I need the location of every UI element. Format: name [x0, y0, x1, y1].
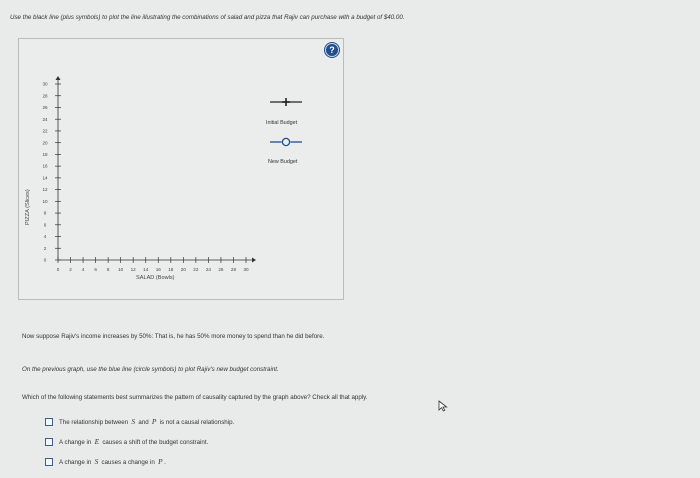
y-tick-label: 24: [42, 116, 48, 122]
x-tick-label: 12: [130, 267, 136, 272]
y-tick-label: 8: [43, 210, 47, 216]
y-tick-label: 6: [43, 222, 47, 228]
y-tick-label: 0: [43, 257, 47, 263]
new-budget-label: New Budget: [268, 159, 298, 165]
option-e-shift[interactable]: [45, 437, 208, 446]
new-budget-tool[interactable]: [269, 137, 303, 147]
circle-line-icon: [282, 138, 289, 145]
income-increase-text: Now suppose Rajiv's income increases by 50%: That is, he has 50% more money to spend than he did before.: [22, 333, 325, 340]
x-tick-label: 8: [106, 267, 110, 272]
x-tick-label: 14: [143, 267, 149, 272]
option-text: A change in S causes a change in P .: [59, 457, 166, 466]
initial-budget-label: Initial Budget: [266, 120, 298, 126]
y-tick-label: 18: [42, 152, 48, 157]
x-tick-label: 16: [155, 267, 161, 272]
x-tick-label: 0: [56, 267, 60, 272]
y-tick-label: 12: [42, 187, 48, 193]
option-checkbox[interactable]: [45, 438, 53, 446]
y-tick-label: 28: [42, 93, 48, 99]
x-tick-label: 2: [69, 267, 72, 272]
y-axis-label: PIZZA (Slices): [25, 189, 31, 225]
graph-plot-area[interactable]: [19, 39, 345, 301]
mouse-cursor-icon: [438, 400, 448, 412]
x-tick-label: 26: [218, 267, 224, 272]
option-not-causal[interactable]: [45, 417, 234, 426]
x-tick-label: 10: [118, 267, 124, 272]
y-tick-label: 14: [42, 175, 48, 181]
x-tick-label: 6: [94, 267, 97, 272]
option-s-causes-p[interactable]: [45, 457, 166, 466]
new-constraint-instruction: On the previous graph, use the blue line (circle symbols) to plot Rajiv's new budget constraint.: [22, 366, 279, 373]
x-tick-label: 4: [81, 267, 85, 272]
y-tick-label: 22: [42, 128, 48, 134]
option-text: The relationship between S and P is not a causal relationship.: [59, 417, 235, 426]
x-tick-label: 20: [180, 267, 186, 272]
x-axis-label: SALAD (Bowls): [136, 275, 175, 281]
graph-panel: [18, 38, 344, 300]
help-icon[interactable]: ?: [325, 43, 339, 57]
y-tick-label: 4: [43, 234, 47, 240]
option-text: A change in E causes a shift of the budget constraint.: [59, 437, 209, 446]
y-tick-label: 16: [42, 163, 48, 169]
y-tick-label: 2: [43, 245, 47, 251]
option-checkbox[interactable]: [45, 418, 53, 426]
option-checkbox[interactable]: [45, 458, 53, 466]
initial-budget-tool[interactable]: [269, 97, 303, 107]
x-tick-label: 18: [168, 267, 174, 272]
y-tick-label: 30: [42, 81, 48, 87]
x-tick-label: 28: [230, 267, 237, 272]
instructions-plot-line: Use the black line (plus symbols) to plot the line illustrating the combinations of salad and pizza that Rajiv can purchase with a budget of $40.00.: [10, 14, 405, 21]
y-tick-label: 26: [42, 105, 48, 111]
x-tick-label: 30: [243, 267, 249, 272]
x-tick-label: 24: [205, 267, 211, 272]
x-tick-label: 22: [193, 267, 199, 272]
y-axis-arrow-icon: [56, 76, 61, 80]
x-axis-arrow-icon: [252, 258, 256, 263]
y-tick-label: 20: [42, 140, 48, 146]
question-text: Which of the following statements best summarizes the pattern of causality captured by the graph above? Check all that apply.: [22, 394, 368, 401]
y-tick-label: 10: [42, 198, 48, 204]
